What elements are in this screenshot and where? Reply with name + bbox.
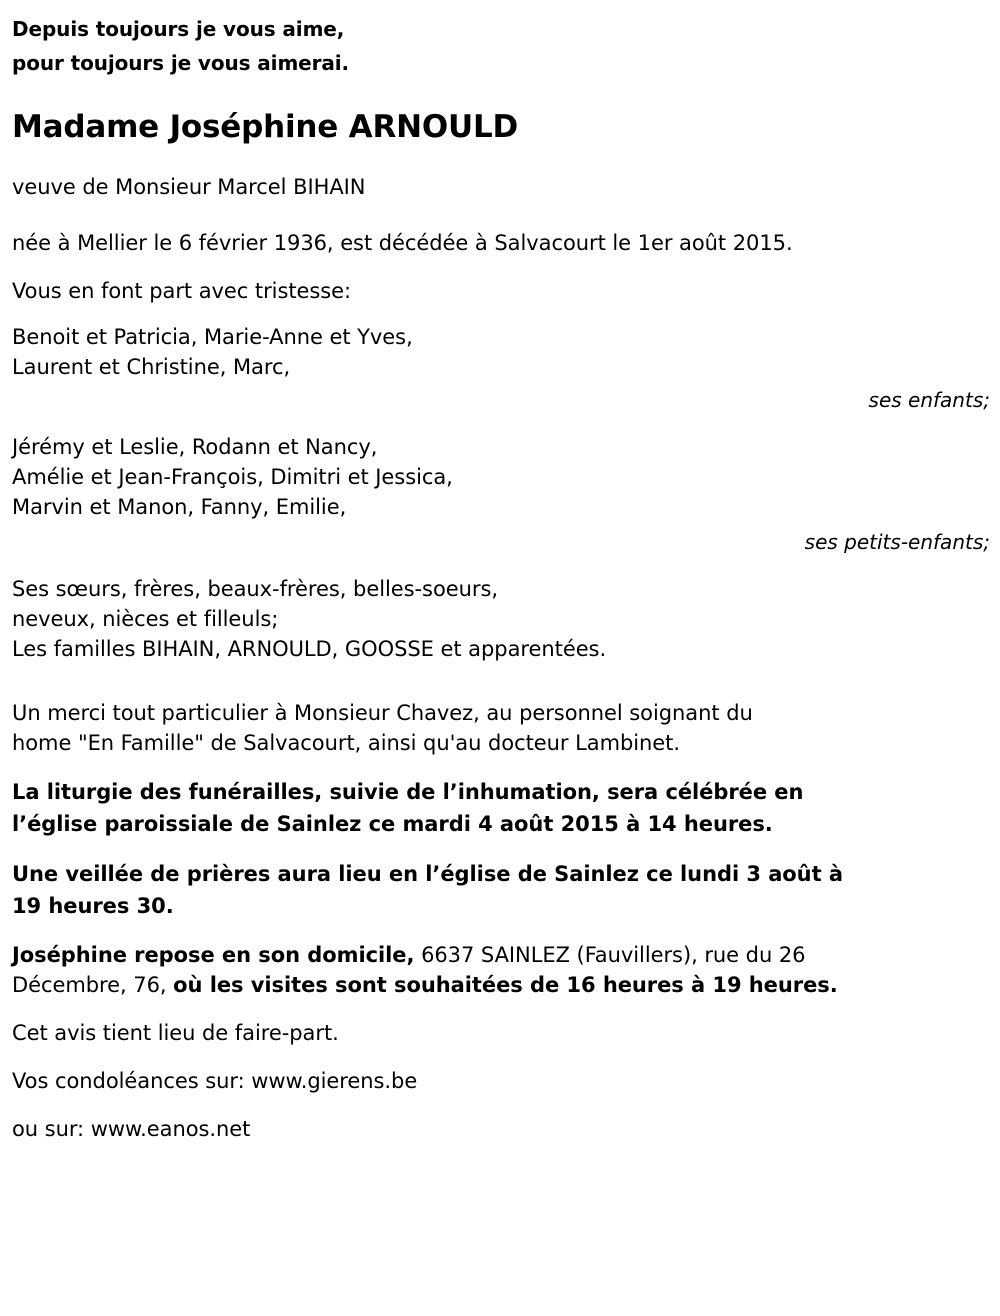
- thanks-line-1: Un merci tout particulier à Monsieur Chavez, au personnel soignant du: [12, 701, 753, 725]
- thanks-block: [12, 698, 990, 758]
- liturgy-block: [12, 776, 990, 840]
- condolences-line-1: Vos condoléances sur: www.gierens.be: [12, 1069, 418, 1093]
- vigil-block: [12, 858, 990, 922]
- announcement-body: [12, 0, 990, 1144]
- resting-place-block: [12, 940, 990, 1000]
- widow-of-line: veuve de Monsieur Marcel BIHAIN: [12, 175, 366, 199]
- grandchildren-line-3: Marvin et Manon, Fanny, Emilie,: [12, 495, 347, 519]
- grandchildren-relation-label: ses petits-enfants;: [804, 530, 990, 554]
- birth-death-line: née à Mellier le 6 février 1936, est décédée à Salvacourt le 1er août 2015.: [12, 231, 793, 255]
- grandchildren-line-1: Jérémy et Leslie, Rodann et Nancy,: [12, 435, 378, 459]
- relatives-line-2: neveux, nièces et filleuls;: [12, 607, 279, 631]
- condolences-line-2: ou sur: www.eanos.net: [12, 1117, 251, 1141]
- thanks-line-2: home "En Famille" de Salvacourt, ainsi qu'au docteur Lambinet.: [12, 731, 680, 755]
- relatives-line-1: Ses sœurs, frères, beaux-frères, belles-soeurs,: [12, 577, 498, 601]
- children-names: [12, 322, 990, 382]
- children-line-2: Laurent et Christine, Marc,: [12, 355, 291, 379]
- resting-address-part-2: Décembre, 76,: [12, 973, 174, 997]
- deceased-name: Madame Joséphine ARNOULD: [12, 109, 519, 145]
- epigraph: [12, 12, 990, 80]
- liturgy-line-1: La liturgie des funérailles, suivie de l’inhumation, sera célébrée en: [12, 780, 804, 804]
- vigil-line-2: 19 heures 30.: [12, 894, 174, 918]
- announcement-intro: Vous en font part avec tristesse:: [12, 279, 352, 303]
- children-group: [12, 322, 990, 414]
- epigraph-line-2: pour toujours je vous aimerai.: [12, 51, 350, 75]
- relatives-block: [12, 574, 990, 664]
- relatives-line-3: Les familles BIHAIN, ARNOULD, GOOSSE et apparentées.: [12, 637, 607, 661]
- resting-address-part-1: 6637 SAINLEZ (Fauvillers), rue du 26: [414, 943, 806, 967]
- grandchildren-names: [12, 432, 990, 522]
- faire-part-notice: Cet avis tient lieu de faire-part.: [12, 1021, 339, 1045]
- grandchildren-line-2: Amélie et Jean-François, Dimitri et Jessica,: [12, 465, 453, 489]
- vigil-line-1: Une veillée de prières aura lieu en l’église de Sainlez ce lundi 3 août à: [12, 862, 843, 886]
- grandchildren-group: [12, 432, 990, 556]
- resting-bold-lead: Joséphine repose en son domicile,: [12, 943, 415, 967]
- liturgy-line-2: l’église paroissiale de Sainlez ce mardi 4 août 2015 à 14 heures.: [12, 812, 773, 836]
- epigraph-line-1: Depuis toujours je vous aime,: [12, 17, 345, 41]
- resting-visit-hours: où les visites sont souhaitées de 16 heures à 19 heures.: [173, 973, 838, 997]
- children-line-1: Benoit et Patricia, Marie-Anne et Yves,: [12, 325, 413, 349]
- children-relation-label: ses enfants;: [868, 388, 990, 412]
